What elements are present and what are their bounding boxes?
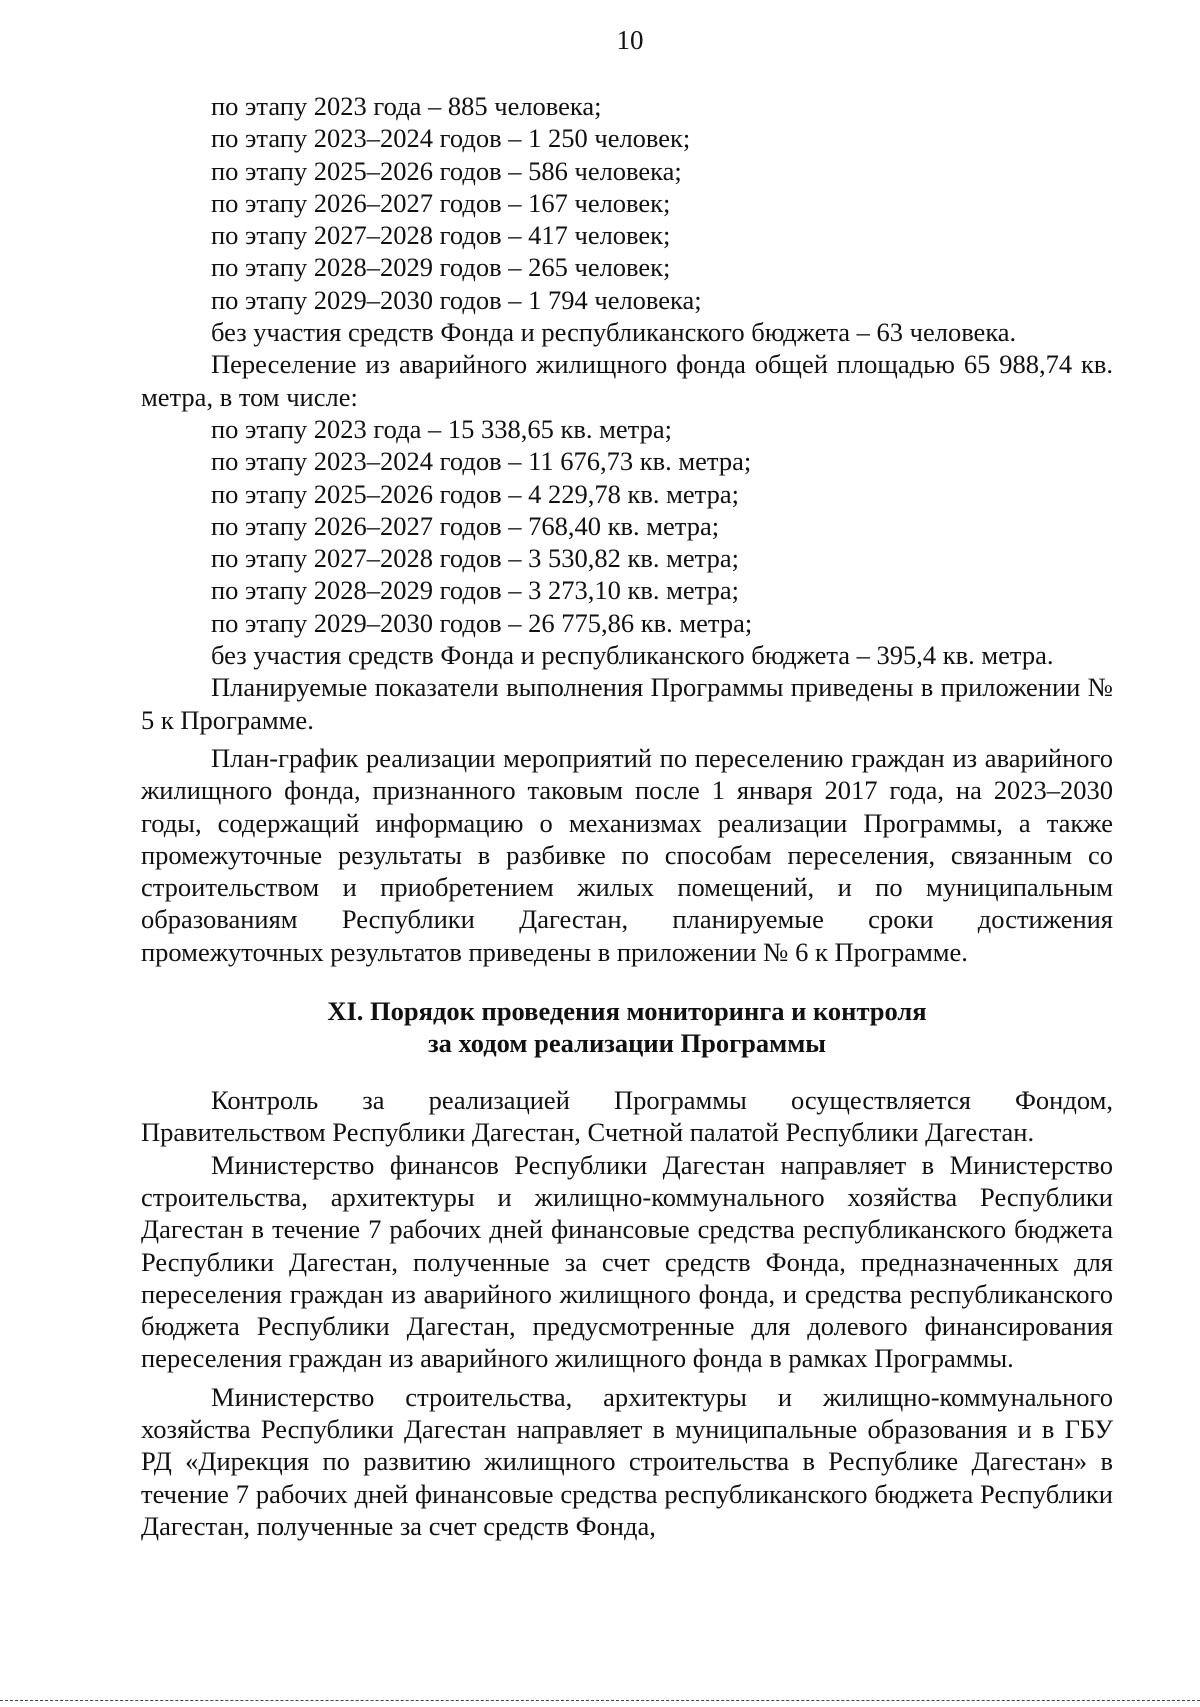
list-item: по этапу 2027–2028 годов – 417 человек; [211,220,671,251]
scan-bottom-edge [0,1700,1200,1707]
list-item: по этапу 2026–2027 годов – 167 человек; [211,187,671,218]
section-heading-line-2: за ходом реализации Программы [428,1028,826,1059]
document-body [141,90,1113,1542]
list-item: по этапу 2029–2030 годов – 26 775,86 кв. метра; [211,607,753,638]
people-stage-list [141,90,1113,348]
list-item: по этапу 2023–2024 годов – 11 676,73 кв. метра; [211,446,752,477]
list-item: по этапу 2023 года – 15 338,65 кв. метра; [211,413,672,444]
area-stage-list [141,413,1113,671]
ministry-construction-paragraph: Министерство строительства, архитектуры и жилищно-коммунального хозяйства Республики Дагестан направляет в муниципальные образования и в ГБУ РД «Дирекция по развитию жилищного строительства в Республике Дагестан» в течение 7 рабочих дней финансовые средства республиканского бюджета Республики Дагестан, полученные за счет средств Фонда, [141,1381,1113,1541]
list-item: по этапу 2028–2029 годов – 3 273,10 кв. метра; [211,575,739,606]
list-item: по этапу 2026–2027 годов – 768,40 кв. метра; [211,510,720,541]
area-intro-paragraph: Переселение из аварийного жилищного фонда общей площадью 65 988,74 кв. метра, в том числе: [141,349,1113,412]
section-heading-line-1: XI. Порядок проведения мониторинга и контроля [327,996,927,1027]
list-item: по этапу 2028–2029 годов – 265 человек; [211,252,671,283]
list-item: по этапу 2025–2026 годов – 586 человека; [211,155,682,186]
list-item: по этапу 2029–2030 годов – 1 794 человека; [211,284,702,315]
page-number: 10 [616,25,644,55]
list-item: без участия средств Фонда и республиканского бюджета – 63 человека. [211,317,1017,348]
indicators-paragraph: Планируемые показатели выполнения Программы приведены в приложении № 5 к Программе. [141,672,1113,735]
section-heading [141,995,1113,1059]
list-item: по этапу 2023–2024 годов – 1 250 человек; [211,123,691,154]
list-item: по этапу 2027–2028 годов – 3 530,82 кв. метра; [211,543,739,574]
schedule-paragraph: План-график реализации мероприятий по переселению граждан из аварийного жилищного фонда, признанного таковым после 1 января 2017 года, на 2023–2030 годы, содержащий информацию о механизмах реализации Программы, а также промежуточные результаты в разбивке по способам переселения, связанным со строительством и приобретением жилых помещений, и по муниципальным образованиям Республики Дагестан, планируемые сроки достижения промежуточных результатов приведены в приложении № 6 к Программе. [141,742,1113,967]
list-item: по этапу 2023 года – 885 человека; [211,91,602,121]
control-paragraph: Контроль за реализацией Программы осуществляется Фондом, Правительством Республики Дагестан, Счетной палатой Республики Дагестан. [141,1085,1113,1148]
list-item: без участия средств Фонда и республиканского бюджета – 395,4 кв. метра. [211,640,1054,671]
ministry-finance-paragraph: Министерство финансов Республики Дагестан направляет в Министерство строительства, архитектуры и жилищно-коммунального хозяйства Республики Дагестан в течение 7 рабочих дней финансовые средства республиканского бюджета Республики Дагестан, полученные за счет средств Фонда, предназначенных для переселения граждан из аварийного жилищного фонда, и средства республиканского бюджета Республики Дагестан, предусмотренные для долевого финансирования переселения граждан из аварийного жилищного фонда в рамках Программы. [141,1149,1113,1374]
list-item: по этапу 2025–2026 годов – 4 229,78 кв. метра; [211,478,739,509]
